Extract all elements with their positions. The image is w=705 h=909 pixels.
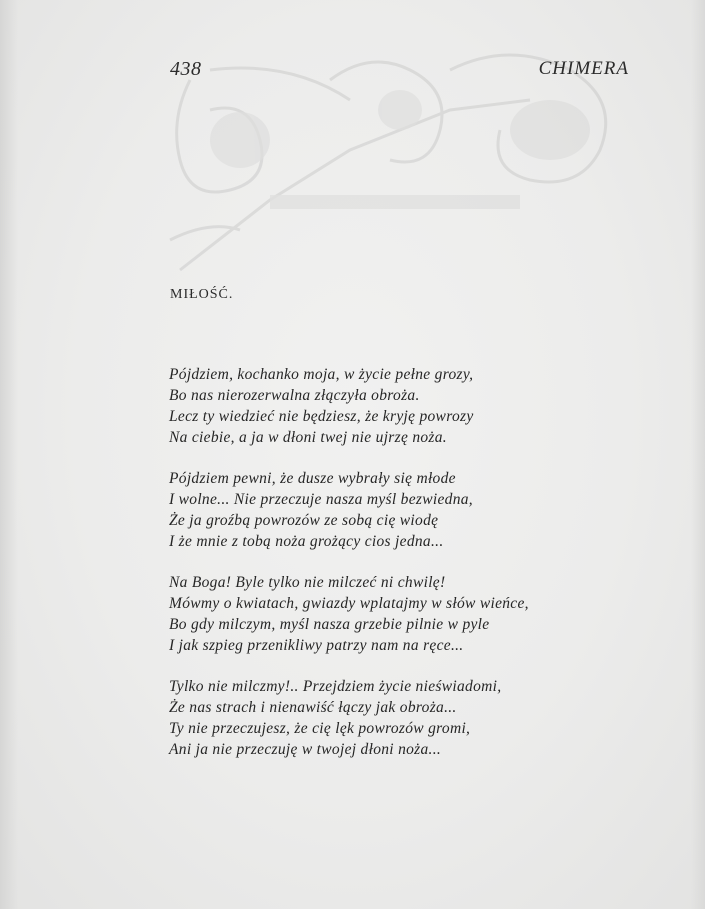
verse-line: Że ja groźbą powrozów ze sobą cię wiodę [169,512,439,529]
verse-line: Bo gdy milczym, myśl nasza grzebie pilnie w pyle [169,616,490,633]
verse-line: Ani ja nie przeczuję w twojej dłoni noża... [169,741,442,758]
verse-line: Na ciebie, a ja w dłoni twej nie ujrzę noża. [169,429,447,446]
stanza-2 [169,468,599,552]
running-head: CHIMERA [538,58,629,79]
verse-line: Mówmy o kwiatach, gwiazdy wplatajmy w słów wieńce, [169,595,529,612]
verse-line: Bo nas nierozerwalna złączyła obroża. [169,387,420,404]
stanza-4 [169,676,599,760]
verse-line: Tylko nie milczmy!.. Przejdziem życie nieświadomi, [169,678,502,695]
verse-line: Pójdziem, kochanko moja, w życie pełne grozy, [169,366,474,383]
stanza-1 [169,364,599,448]
verse-line: I że mnie z tobą noża grożący cios jedna... [169,533,444,550]
poem-title: MIŁOŚĆ. [170,287,234,302]
page-edge-shadow-left [0,0,18,909]
verse-line: Że nas strach i nienawiść łączy jak obroża... [169,699,457,716]
verse-line: Pójdziem pewni, że dusze wybrały się młode [169,470,456,487]
stanza-3 [169,572,599,656]
verse-line: Ty nie przeczujesz, że cię lęk powrozów gromi, [169,720,471,737]
verse-line: Lecz ty wiedzieć nie będziesz, że kryję powrozy [169,408,474,425]
verse-line: I wolne... Nie przeczuje nasza myśl bezwiedna, [169,491,473,508]
verse-line: I jak szpieg przenikliwy patrzy nam na ręce... [169,637,464,654]
poem-body [169,364,599,780]
page-edge-shadow-right [691,0,705,909]
page-number: 438 [170,58,202,80]
verse-line: Na Boga! Byle tylko nie milczeć ni chwilę! [169,574,446,591]
